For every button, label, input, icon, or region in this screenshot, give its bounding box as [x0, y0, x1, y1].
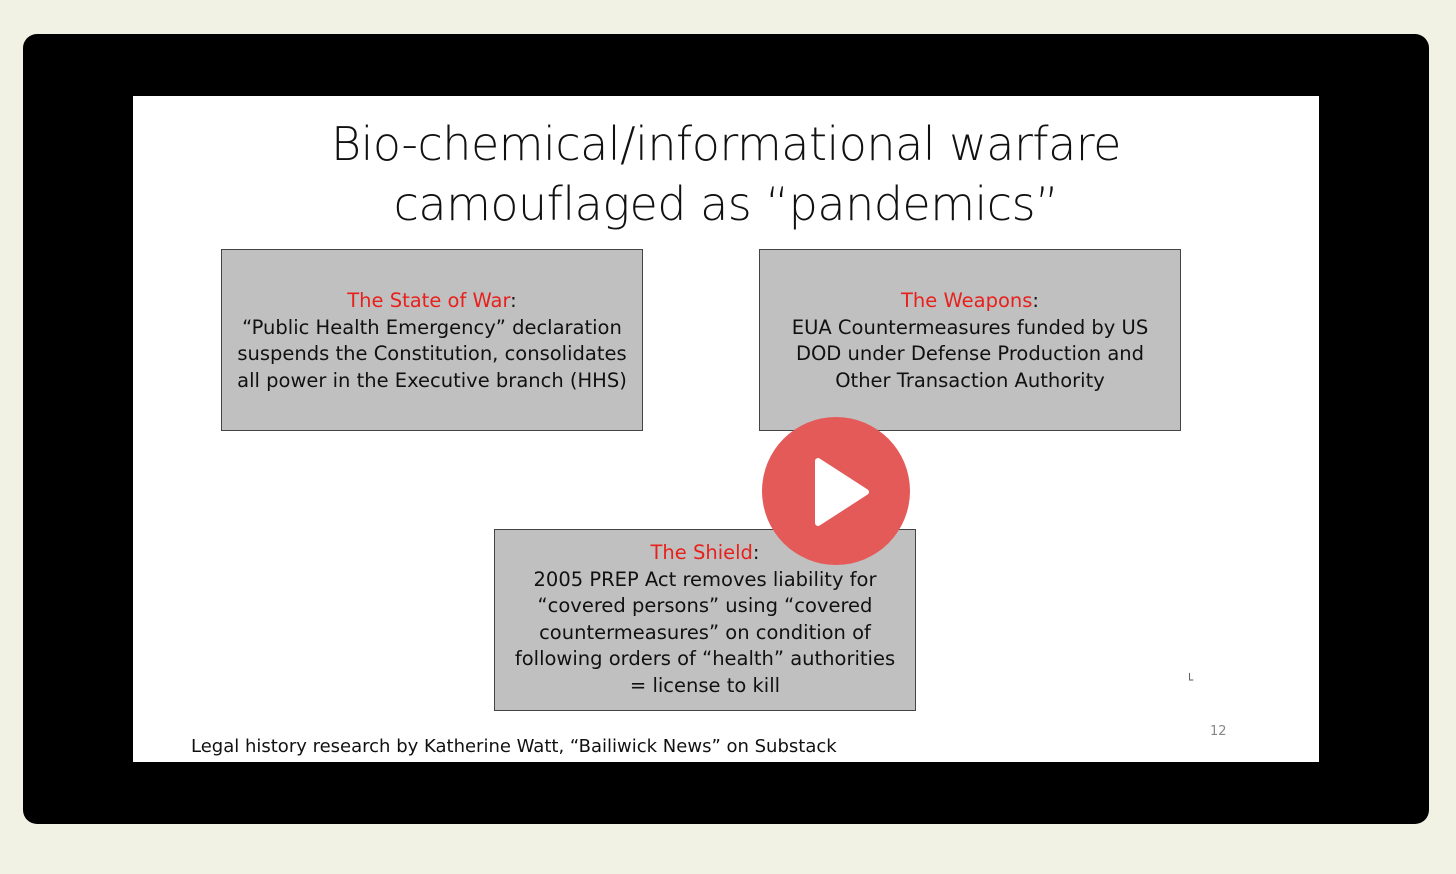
shield-line: = license to kill [629, 673, 781, 697]
weapons-line: EUA Countermeasures funded by US [791, 315, 1149, 339]
play-icon [762, 417, 910, 565]
shield-line: “covered persons” using “covered [537, 594, 873, 617]
state-of-war-line: all power in the Executive branch (HHS) [237, 368, 627, 392]
state-of-war-heading: The State of War [347, 289, 511, 312]
slide-page-number: 12 [1210, 724, 1227, 739]
mouse-cursor-icon: └ [1186, 673, 1194, 687]
weapons-heading: The Weapons [901, 289, 1033, 312]
video-frame-slide [133, 96, 1319, 762]
state-of-war-line: “Public Health Emergency” declaration [242, 315, 622, 339]
state-of-war-box: The State of War: “Public Health Emergency” declaration suspends the Constitution, consolidates all power in the Executive branch (HHS) [221, 249, 643, 431]
weapons-line: Other Transaction Authority [835, 368, 1105, 392]
play-button[interactable] [762, 417, 910, 565]
shield-box: The Shield: 2005 PREP Act removes liability for “covered persons” using “covered countermeasures” on condition of following orders of “health” authorities = license to kill [494, 529, 916, 711]
video-player[interactable] [23, 34, 1429, 824]
weapons-box: The Weapons: EUA Countermeasures funded by US DOD under Defense Production and Other Transaction Authority [759, 249, 1181, 431]
shield-line: 2005 PREP Act removes liability for [533, 567, 877, 591]
shield-line: following orders of “health” authorities [514, 647, 896, 670]
slide-title-line-2: camouflaged as “pandemics” [393, 177, 1059, 231]
shield-line: countermeasures” on condition of [539, 620, 871, 644]
slide-title [133, 114, 1319, 234]
slide-title-line-1: Bio-chemical/informational warfare [331, 117, 1121, 171]
shield-heading: The Shield [650, 541, 753, 564]
weapons-line: DOD under Defense Production and [795, 342, 1145, 365]
state-of-war-line: suspends the Constitution, consolidates [237, 342, 627, 365]
slide-footer-credit: Legal history research by Katherine Watt, “Bailiwick News” on Substack [191, 736, 837, 757]
